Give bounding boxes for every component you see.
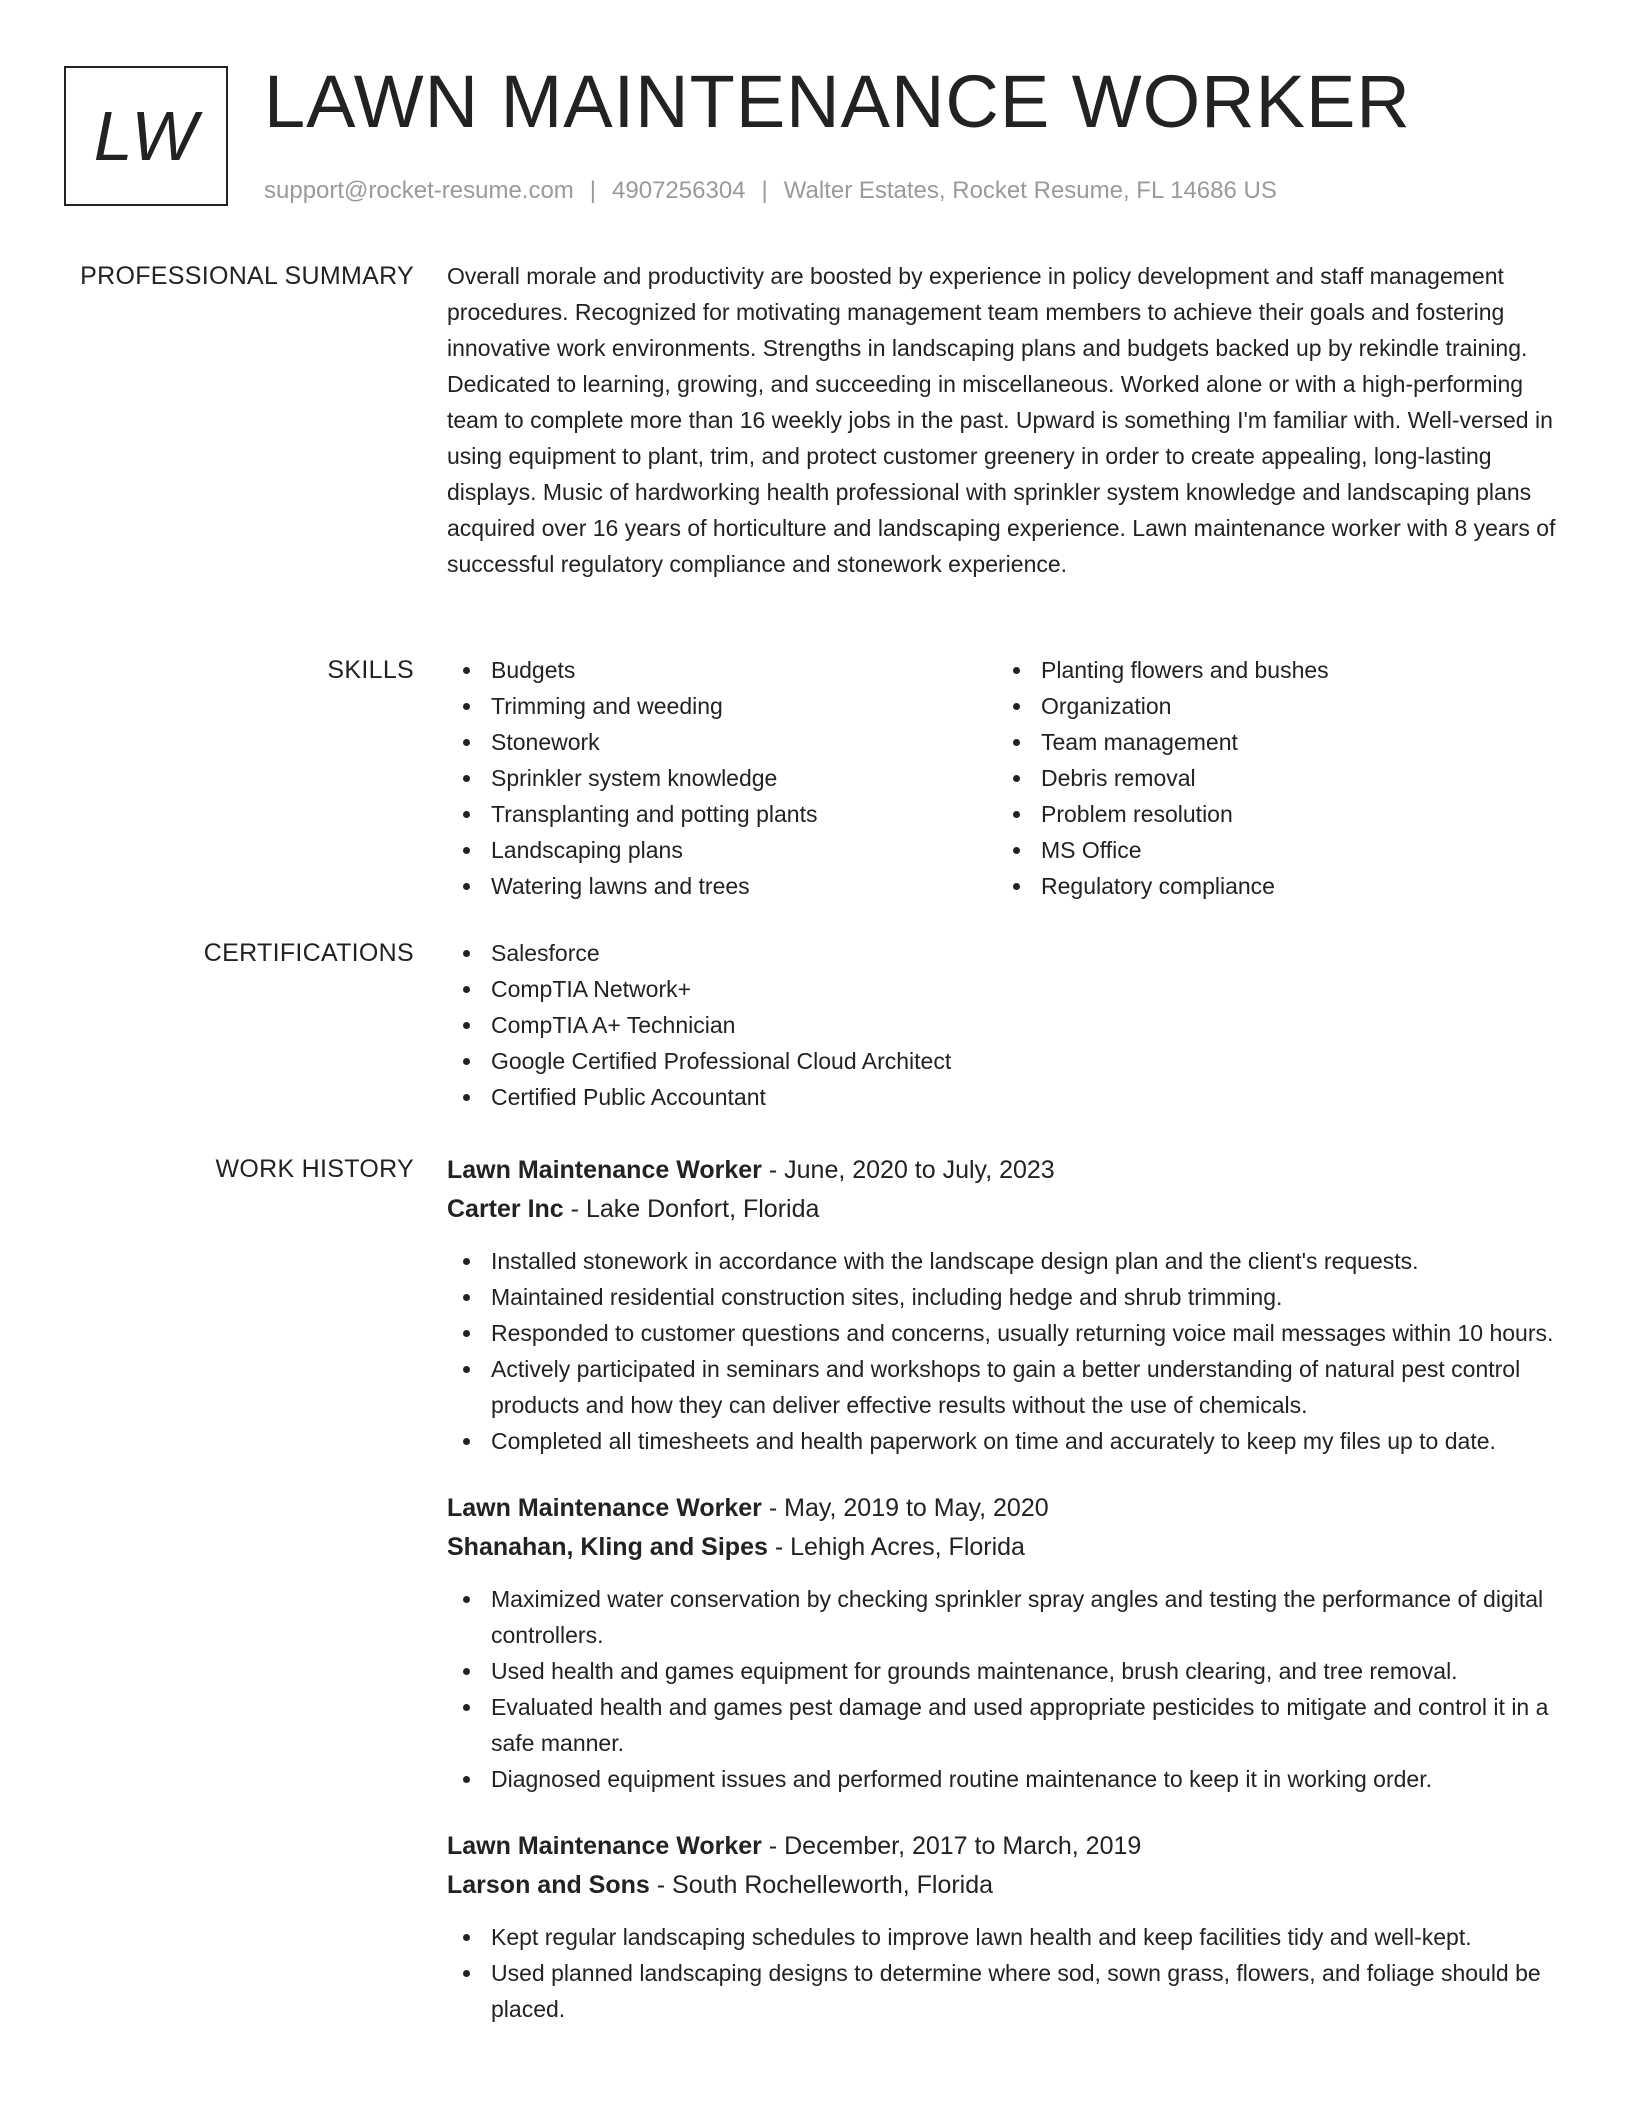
skill-item: Problem resolution — [997, 796, 1547, 832]
skill-item: Team management — [997, 724, 1547, 760]
job-title-line — [447, 1489, 1567, 1528]
job-dates: - May, 2019 to May, 2020 — [768, 1494, 1049, 1522]
job-entry — [447, 1827, 1567, 2027]
certification-item: Certified Public Accountant — [447, 1079, 1567, 1115]
contact-address: Walter Estates, Rocket Resume, FL 14686 US — [783, 177, 1277, 204]
summary-body — [447, 258, 1567, 582]
monogram-initials: LW — [93, 97, 199, 175]
job-location: - South Rochelleworth, Florida — [656, 1871, 994, 1899]
job-dates: - December, 2017 to March, 2019 — [768, 1832, 1142, 1860]
certification-item: CompTIA Network+ — [447, 971, 1567, 1007]
job-duty-item: Kept regular landscaping schedules to improve lawn health and keep facilities tidy and well-kept. — [447, 1919, 1567, 1955]
contact-phone[interactable]: 4907256304 — [612, 177, 746, 204]
contact-email[interactable]: support@rocket-resume.com — [264, 177, 574, 204]
skill-item: Stonework — [447, 724, 997, 760]
job-company: Shanahan, Kling and Sipes — [447, 1533, 768, 1561]
job-entry — [447, 1151, 1567, 1459]
job-duties-list — [447, 1243, 1567, 1459]
job-entry — [447, 1489, 1567, 1797]
job-duties-list — [447, 1919, 1567, 2027]
skill-item: Budgets — [447, 652, 997, 688]
contact-separator: | — [589, 177, 597, 204]
skill-item: Trimming and weeding — [447, 688, 997, 724]
certification-item: CompTIA A+ Technician — [447, 1007, 1567, 1043]
job-company: Larson and Sons — [447, 1871, 650, 1899]
job-dates: - June, 2020 to July, 2023 — [768, 1156, 1055, 1184]
skills-list-right — [997, 652, 1547, 904]
skill-item: Landscaping plans — [447, 832, 997, 868]
job-company: Carter Inc — [447, 1195, 564, 1223]
job-title-line — [447, 1827, 1567, 1866]
skill-item: Debris removal — [997, 760, 1547, 796]
certification-item: Salesforce — [447, 935, 1567, 971]
certifications-list — [447, 935, 1567, 1115]
certifications-body — [447, 935, 1567, 1115]
job-title: Lawn Maintenance Worker — [447, 1494, 762, 1522]
job-duty-item: Installed stonework in accordance with the landscape design plan and the client's requests. — [447, 1243, 1567, 1279]
skill-item: Organization — [997, 688, 1547, 724]
job-duty-item: Diagnosed equipment issues and performed routine maintenance to keep it in working order. — [447, 1761, 1567, 1797]
job-title-line — [447, 1151, 1567, 1190]
job-duties-list — [447, 1581, 1567, 1797]
job-duty-item: Evaluated health and games pest damage and used appropriate pesticides to mitigate and control it in a safe manner. — [447, 1689, 1567, 1761]
job-title: Lawn Maintenance Worker — [447, 1156, 762, 1184]
contact-separator: | — [761, 177, 768, 204]
skills-body — [447, 652, 1567, 904]
job-duty-item: Used health and games equipment for grounds maintenance, brush clearing, and tree removal. — [447, 1653, 1567, 1689]
job-duty-item: Responded to customer questions and concerns, usually returning voice mail messages within 10 hours. — [447, 1315, 1567, 1351]
job-duty-item: Maximized water conservation by checking sprinkler spray angles and testing the performance of digital controllers. — [447, 1581, 1567, 1653]
job-location: - Lake Donfort, Florida — [570, 1195, 820, 1223]
skills-list-left — [447, 652, 997, 904]
job-duty-item: Actively participated in seminars and workshops to gain a better understanding of natural pest control products and how they can deliver effective results without the use of chemicals. — [447, 1351, 1567, 1423]
skill-item: MS Office — [997, 832, 1547, 868]
work-history-heading: WORK HISTORY — [215, 1155, 414, 1183]
skill-item: Planting flowers and bushes — [997, 652, 1547, 688]
certifications-heading: CERTIFICATIONS — [203, 939, 414, 967]
certification-item: Google Certified Professional Cloud Architect — [447, 1043, 1567, 1079]
skill-item: Transplanting and potting plants — [447, 796, 997, 832]
skill-item: Sprinkler system knowledge — [447, 760, 997, 796]
job-title: Lawn Maintenance Worker — [447, 1832, 762, 1860]
skill-item: Watering lawns and trees — [447, 868, 997, 904]
resume-title: LAWN MAINTENANCE WORKER — [264, 60, 1411, 143]
job-duty-item: Completed all timesheets and health paperwork on time and accurately to keep my files up to date. — [447, 1423, 1567, 1459]
job-duty-item: Maintained residential construction sites, including hedge and shrub trimming. — [447, 1279, 1567, 1315]
work-history-body — [447, 1151, 1567, 2027]
job-company-line — [447, 1528, 1567, 1567]
summary-heading: PROFESSIONAL SUMMARY — [80, 262, 414, 290]
skills-heading: SKILLS — [327, 656, 414, 684]
job-company-line — [447, 1190, 1567, 1229]
skill-item: Regulatory compliance — [997, 868, 1547, 904]
job-company-line — [447, 1866, 1567, 1905]
job-duty-item: Used planned landscaping designs to determine where sod, sown grass, flowers, and foliage should be placed. — [447, 1955, 1567, 2027]
monogram-box — [64, 66, 228, 206]
job-location: - Lehigh Acres, Florida — [774, 1533, 1025, 1561]
summary-text: Overall morale and productivity are boosted by experience in policy development and staff management procedures. Recognized for motivating management team members to achieve their goals and fostering innovative work environments. Strengths in landscaping plans and budgets backed up by rekindle training. Dedicated to learning, growing, and succeeding in miscellaneous. Worked alone or with a high-performing team to complete more than 16 weekly jobs in the past. Upward is something I'm familiar with. Well-versed in using equipment to plant, trim, and protect customer greenery in order to create appealing, long-lasting displays. Music of hardworking health professional with sprinkler system knowledge and landscaping plans acquired over 16 years of horticulture and landscaping experience. Lawn maintenance worker with 8 years of successful regulatory compliance and stonework experience. — [447, 263, 1556, 577]
contact-line — [264, 174, 1277, 208]
